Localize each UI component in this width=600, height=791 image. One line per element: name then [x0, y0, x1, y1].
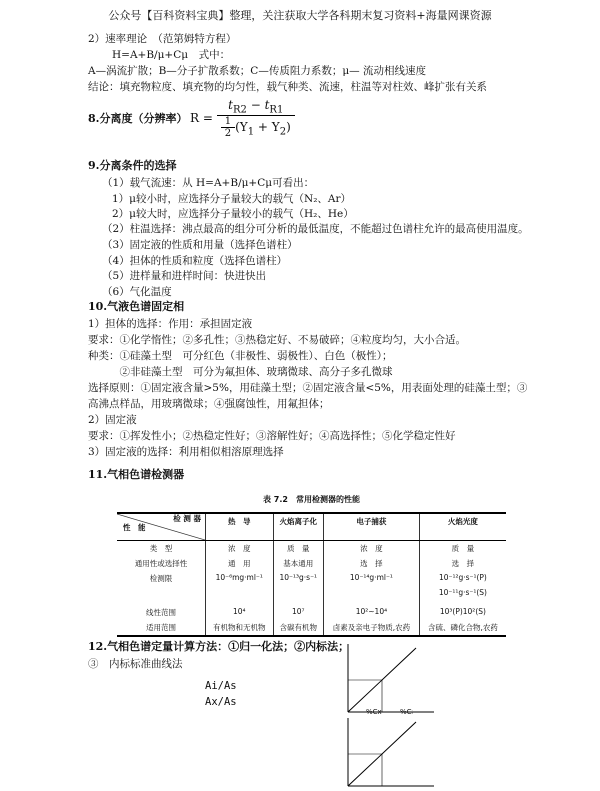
col-header: 火焰离子化	[273, 513, 324, 541]
col-header: 火焰光度	[419, 513, 506, 541]
corner-cell	[117, 513, 206, 541]
table-cell: 选 择	[419, 556, 506, 571]
col-header: 电子捕获	[324, 513, 420, 541]
row-label: 类 型	[149, 544, 173, 553]
resolution-formula	[190, 98, 295, 139]
support-types-2: ②非硅藻土型 可分为氟担体、玻璃微球、高分子多孔微球	[88, 366, 393, 378]
high-flow-rule: 2）μ较大时，应选择分子量较小的载气（H₂、He）	[112, 208, 354, 220]
diagonal-line	[117, 514, 205, 540]
calibration-graph-upper	[336, 642, 436, 714]
selection-principle-2: 高沸点样品，用玻璃微球；④强腐蚀性，用氟担体；	[88, 398, 330, 410]
row-label: 线性范围	[146, 608, 176, 617]
table-cell: 卤素及亲电子物质,农药	[324, 620, 420, 636]
table-cell: 10⁻¹³g·s⁻¹	[273, 571, 324, 586]
row-label	[117, 586, 206, 599]
support-selection: 1）担体的选择：作用：承担固定液	[88, 318, 253, 330]
internal-standard-curve: ③ 内标标准曲线法	[88, 658, 183, 670]
stationary-liquid-heading: 2）固定液	[88, 414, 137, 426]
van-deemter-equation: H=A+B/μ+Cμ 式中：	[112, 49, 231, 61]
stationary-liquid-selection: 3）固定液的选择：利用相似相溶原理选择	[88, 446, 284, 458]
table-cell: 10²~10⁴	[324, 599, 420, 620]
support-property: （4）担体的性质和粒度（选择色谱柱）	[102, 255, 288, 267]
support-types-1: 种类：①硅藻土型 可分红色（非极性、弱极性）、白色（极性）；	[88, 350, 393, 362]
table-cell: 质 量	[419, 541, 506, 557]
table-cell	[273, 586, 324, 599]
table-cell	[206, 586, 274, 599]
table-cell: 基本通用	[273, 556, 324, 571]
col-header: 热 导	[206, 513, 274, 541]
formula-lhs: R =	[190, 111, 213, 126]
rate-theory-conclusion: 结论：填充物粒度、填充物的均匀性，载气种类、流速，柱温等对柱效、峰扩张有关系	[88, 81, 487, 93]
low-flow-rule: 1）μ较小时，应选择分子量较大的载气（N₂、Ar）	[112, 193, 352, 205]
rate-theory-title: 2）速率理论 （范第姆特方程）	[88, 33, 237, 45]
detector-heading: 11.气相色谱检测器	[88, 468, 185, 481]
table-row	[117, 620, 506, 636]
table-cell: 10⁻¹⁴g·ml⁻¹	[324, 571, 420, 586]
table-cell: 通 用	[206, 556, 274, 571]
detector-table	[117, 512, 506, 637]
stationary-phase-heading: 10.气液色谱固定相	[88, 300, 185, 313]
stationary-liquid-requirements: 要求：①挥发性小；②热稳定性好；③溶解性好；④高选择性；⑤化学稳定性好	[88, 430, 456, 442]
table-caption: 表 7.2 常用检测器的性能	[263, 495, 360, 504]
quant-methods-heading: 12.气相色谱定量计算方法：①归一化法；②内标法；	[88, 640, 350, 653]
row-label: 通用性或选择性	[134, 559, 188, 568]
separation-conditions-heading: 9.分离条件的选择	[88, 159, 177, 172]
table-cell: 含硫、磷化合物,农药	[419, 620, 506, 636]
corner-top-label: 检 测 器	[173, 514, 201, 523]
table-cell: 10⁷	[273, 599, 324, 620]
carrier-flow-rate: （1）载气流速：从 H=A+B/μ+Cμ可看出：	[102, 177, 315, 189]
table-cell: 浓 度	[324, 541, 420, 557]
table-cell: 10³(P)10²(S)	[419, 599, 506, 620]
table-cell: 10⁻¹¹g·s⁻¹(S)	[419, 586, 506, 599]
table-row	[117, 556, 506, 571]
table-cell	[324, 586, 420, 599]
ratio-ax-as: Ax/As	[205, 696, 237, 708]
equation-variables: A—涡流扩散；B—分子扩散系数；C—传质阻力系数；μ— 流动相线速度	[88, 65, 426, 77]
resolution-heading: 8.分离度（分辨率）	[88, 112, 188, 125]
formula-fraction	[217, 98, 295, 139]
formula-denominator: $\frac{1}{2}$ $(Y_1 + Y_2)$	[217, 116, 295, 139]
row-label: 适用范围	[117, 620, 206, 636]
support-requirements: 要求：①化学惰性；②多孔性；③热稳定好、不易破碎；④粒度均匀，大小合适。	[88, 334, 466, 346]
table-header-row	[117, 513, 506, 541]
vaporization-temperature: （6）气化温度	[102, 286, 172, 298]
table-cell: 10⁴	[206, 599, 274, 620]
table-cell: 含碳有机物	[273, 620, 324, 636]
calibration-graph-lower	[336, 716, 436, 788]
row-label: 检测限	[149, 574, 173, 583]
table-row	[117, 586, 506, 599]
table-cell: 10⁻⁶mg·ml⁻¹	[206, 571, 274, 586]
page-header: 公众号【百科资料宝典】整理，关注获取大学各科期末复习资料+海量网课资源	[108, 9, 492, 22]
table-cell: 10⁻¹²g·s⁻¹(P)	[419, 571, 506, 586]
table-row	[117, 541, 506, 557]
table-cell: 有机物和无机物	[206, 620, 274, 636]
table-row	[117, 571, 506, 586]
x-axis-label-cx: %Cx	[366, 708, 382, 716]
stationary-liquid-property: （3）固定液的性质和用量（选择色谱柱）	[102, 239, 298, 251]
table-cell: 选 择	[324, 556, 420, 571]
ratio-ai-as: Ai/As	[205, 680, 237, 692]
x-axis-label-ci: %Cᵢ	[400, 708, 413, 716]
corner-bottom-label: 性 能	[123, 523, 146, 532]
table-row	[117, 599, 506, 620]
selection-principle-1: 选择原则：①固定液含量>5%，用硅藻土型；②固定液含量<5%，用表面处理的硅藻土型；③	[88, 382, 528, 394]
column-temperature: （2）柱温选择：沸点最高的组分可分析的最低温度，不能超过色谱柱允许的最高使用温度。	[102, 223, 529, 235]
table-cell: 浓 度	[206, 541, 274, 557]
injection-rule: （5）进样量和进样时间：快进快出	[102, 270, 267, 282]
table-cell: 质 量	[273, 541, 324, 557]
formula-numerator: $t_{R2} - t_{R1}$	[217, 98, 295, 116]
